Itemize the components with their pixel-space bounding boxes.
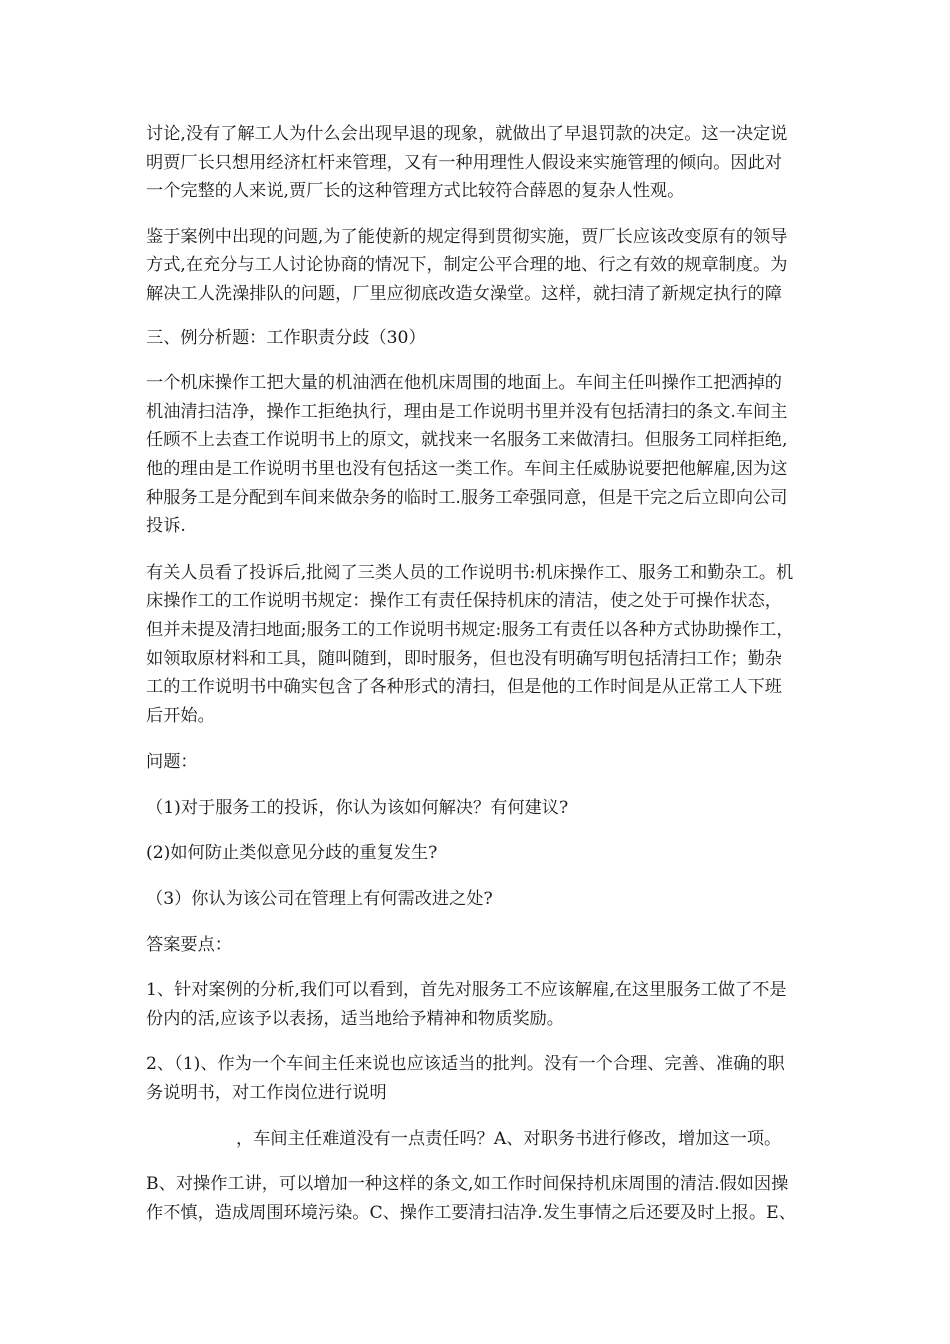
text-line: 明贾厂长只想用经济杠杆来管理，又有一种用理性人假设来实施管理的倾向。因此对 xyxy=(146,152,782,173)
paragraph-job-descriptions xyxy=(146,559,806,731)
text-line: 一个机床操作工把大量的机油洒在他机床周围的地面上。车间主任叫操作工把洒掉的 xyxy=(146,373,782,394)
paragraph-case-story xyxy=(146,369,806,541)
paragraph-recommendation xyxy=(146,223,806,309)
text-line: 但并未提及清扫地面;服务工的工作说明书规定:服务工有责任以各种方式协助操作工， xyxy=(146,619,794,640)
text-line: 有关人员看了投诉后,批阅了三类人员的工作说明书:机床操作工、服务工和勤杂工。机 xyxy=(146,562,794,583)
text-line: 解决工人洗澡排队的问题，厂里应彻底改造女澡堂。这样，就扫清了新规定执行的障 xyxy=(146,283,782,304)
questions-heading xyxy=(146,748,806,777)
text-line: 份内的活,应该予以表扬，适当地给予精神和物质奖励。 xyxy=(146,1008,564,1029)
text-line: 作不慎，造成周围环境污染。C、操作工要清扫洁净.发生事情之后还要及时上报。E、 xyxy=(146,1202,796,1223)
text-line: ，车间主任难道没有一点责任吗？A、对职务书进行修改，增加这一项。 xyxy=(236,1128,782,1149)
answer-2 xyxy=(146,1050,806,1107)
question-3 xyxy=(146,885,806,914)
text-line: 一个完整的人来说,贾厂长的这种管理方式比较符合薛恩的复杂人性观。 xyxy=(146,181,685,202)
text-line: 如领取原材料和工具，随叫随到，即时服务，但也没有明确写明包括清扫工作；勤杂 xyxy=(146,648,782,669)
question-1 xyxy=(146,794,806,823)
answer-1 xyxy=(146,976,806,1033)
text-line: 投诉. xyxy=(146,516,186,537)
text-line: 务说明书，对工作岗位进行说明 xyxy=(146,1083,387,1104)
text-line: B、对操作工讲，可以增加一种这样的条文,如工作时间保持机床周围的清洁.假如因操 xyxy=(146,1174,789,1195)
section-title: 三、例分析题：工作职责分歧（30） xyxy=(146,327,426,348)
text-line: 问题： xyxy=(146,752,198,773)
text-line: 方式,在充分与工人讨论协商的情况下，制定公平合理的地、行之有效的规章制度。为 xyxy=(146,255,788,276)
text-line: 讨论,没有了解工人为什么会出现早退的现象，就做出了早退罚款的决定。这一决定说 xyxy=(146,124,788,144)
text-line: (2)如何防止类似意见分歧的重复发生? xyxy=(146,843,438,864)
answer-2-continued xyxy=(146,1125,806,1154)
text-line: 鉴于案例中出现的问题,为了能使新的规定得到贯彻实施，贾厂长应该改变原有的领导 xyxy=(146,226,788,247)
text-line: 任顾不上去查工作说明书上的原文，就找来一名服务工来做清扫。但服务工同样拒绝, xyxy=(146,430,788,451)
text-line: 答案要点： xyxy=(146,934,232,955)
text-line: 他的理由是工作说明书里也没有包括这一类工作。车间主任威胁说要把他解雇,因为这 xyxy=(146,458,788,479)
text-line: 机油清扫洁净，操作工拒绝执行，理由是工作说明书里并没有包括清扫的条文.车间主 xyxy=(146,401,788,422)
document-body xyxy=(146,120,806,1243)
text-line: 种服务工是分配到车间来做杂务的临时工.服务工牵强同意，但是干完之后立即向公司 xyxy=(146,487,788,508)
text-line: （1)对于服务工的投诉，你认为该如何解决？有何建议? xyxy=(146,797,569,818)
text-line: （3）你认为该公司在管理上有何需改进之处? xyxy=(146,889,493,910)
question-2 xyxy=(146,839,806,868)
text-line: 1、针对案例的分析,我们可以看到，首先对服务工不应该解雇,在这里服务工做了不是 xyxy=(146,980,787,1001)
text-line: 工的工作说明书中确实包含了各种形式的清扫，但是他的工作时间是从正常工人下班 xyxy=(146,677,782,698)
text-line: 2、（1)、作为一个车间主任来说也应该适当的批判。没有一个合理、完善、准确的职 xyxy=(146,1054,785,1075)
paragraph-management-analysis xyxy=(146,120,806,206)
text-line: 后开始。 xyxy=(146,705,215,726)
answer-heading xyxy=(146,931,806,960)
section-heading xyxy=(146,324,806,353)
text-line: 床操作工的工作说明书规定：操作工有责任保持机床的清洁，使之处于可操作状态， xyxy=(146,591,782,612)
answer-2-details xyxy=(146,1170,806,1227)
